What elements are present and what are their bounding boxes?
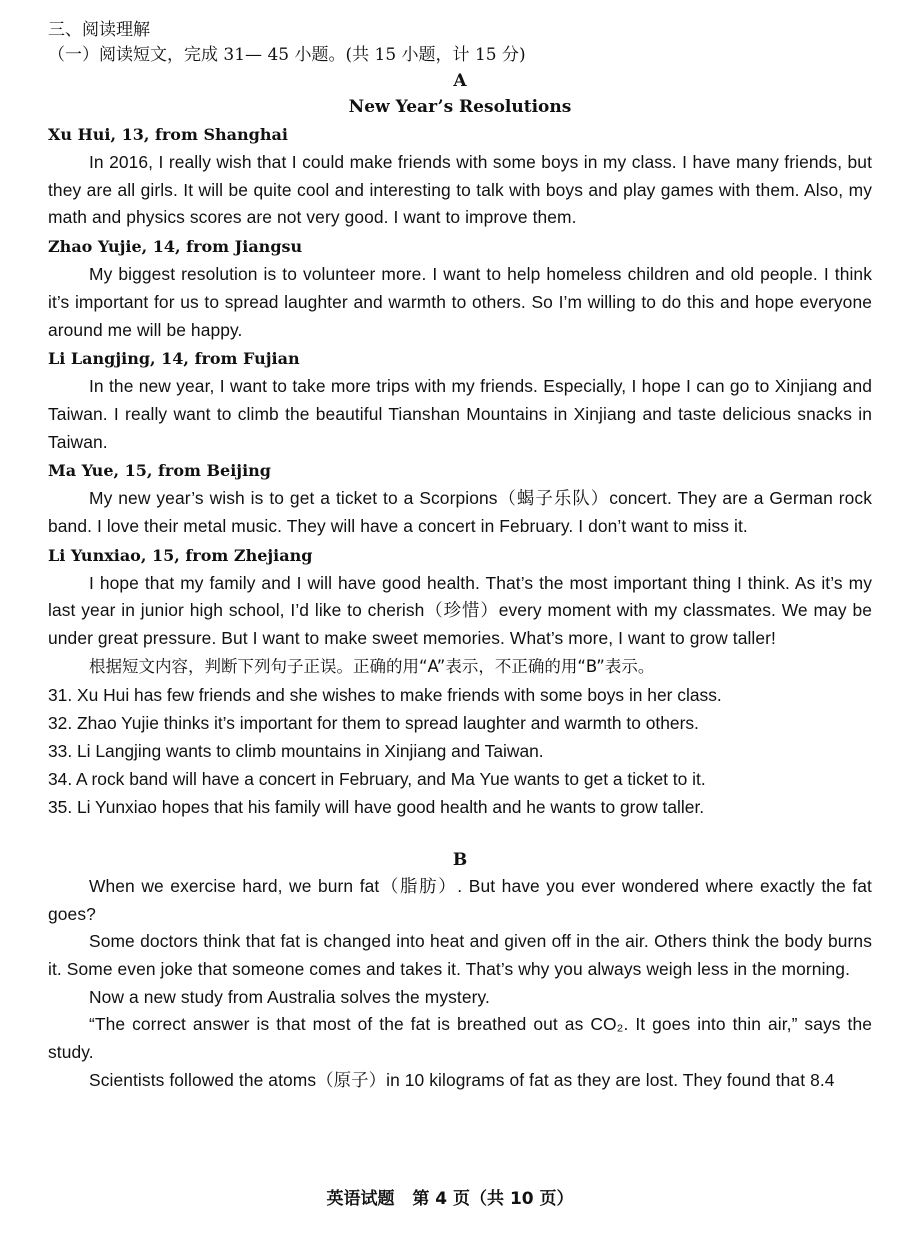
passage-b-paragraph: Now a new study from Australia solves the mystery.: [89, 986, 490, 1007]
question-item: 32. Zhao Yujie thinks it’s important for them to spread laughter and warmth to others.: [48, 712, 699, 733]
passage-a-entry: [48, 122, 872, 232]
passage-b-paragraph: Scientists followed the atoms（原子）in 10 kilograms of fat as they are lost. They found that 8.4: [89, 1069, 835, 1090]
entry-text: In 2016, I really wish that I could make friends with some boys in my class. I have many friends, but they are all girls. It will be quite cool and interesting to talk with boys and play games with them. Also, my math and physics scores are not very good. I want to improve them.: [48, 152, 872, 228]
question-item: 34. A rock band will have a concert in February, and Ma Yue wants to get a ticket to it.: [48, 768, 706, 789]
passage-b-letter: B: [452, 849, 468, 870]
entry-text: I hope that my family and I will have good health. That’s the most important thing I think. As it’s my last year in junior high school, I’d like to cherish（珍惜）every moment with my classmates. We may be under great pressure. But I want to make sweet memories. What’s more, I want to grow taller!: [48, 572, 872, 649]
section-heading: 三、阅读理解: [48, 20, 150, 40]
question-item: 35. Li Yunxiao hopes that his family will have good health and he wants to grow taller.: [48, 796, 705, 817]
passage-a-entry: [48, 543, 872, 653]
entry-name: Zhao Yujie, 14, from Jiangsu: [48, 237, 303, 257]
question-item: 31. Xu Hui has few friends and she wishes to make friends with some boys in her class.: [48, 684, 722, 705]
exam-page: [48, 18, 872, 1094]
passage-a-title: New Year’s Resolutions: [348, 97, 572, 117]
passage-a-entry: [48, 458, 872, 540]
footer-page-number: 第 4 页（共 10 页）: [412, 1189, 574, 1209]
entry-name: Li Langjing, 14, from Fujian: [48, 349, 300, 369]
passage-b-paragraph: “The correct answer is that most of the fat is breathed out as CO₂. It goes into thin air,” says the study.: [48, 1014, 872, 1063]
reading-instruction: （一）阅读短文，完成 31— 45 小题。(共 15 小题，计 15 分): [48, 45, 526, 65]
passage-a-entry: [48, 346, 872, 456]
question-item: 33. Li Langjing wants to climb mountains in Xinjiang and Taiwan.: [48, 740, 544, 761]
entry-text: In the new year, I want to take more trips with my friends. Especially, I hope I can go to Xinjiang and Taiwan. I really want to climb the beautiful Tianshan Mountains in Xinjiang and taste delicious snacks in Taiwan.: [48, 376, 872, 452]
entry-name: Ma Yue, 15, from Beijing: [48, 461, 271, 481]
entry-text: My biggest resolution is to volunteer more. I want to help homeless children and old people. I think it’s important for us to spread laughter and warmth to others. So I’m willing to do this and hope everyone around me will be happy.: [48, 264, 872, 340]
question-list: [48, 681, 872, 821]
footer-subject: 英语试题: [326, 1189, 395, 1209]
entry-text: My new year’s wish is to get a ticket to a Scorpions（蝎子乐队）concert. They are a German rock band. I love their metal music. They will have a concert in February. I don’t want to miss it.: [48, 488, 872, 537]
passage-b-paragraph: Some doctors think that fat is changed into heat and given off in the air. Others think the body burns it. Some even joke that someone comes and takes it. That’s why you always weigh less in the morning.: [48, 931, 872, 979]
entry-name: Li Yunxiao, 15, from Zhejiang: [48, 545, 313, 565]
judge-instruction: 根据短文内容，判断下列句子正误。正确的用“A”表示，不正确的用“B”表示。: [89, 656, 655, 676]
passage-b-paragraph: When we exercise hard, we burn fat（脂肪）. But have you ever wondered where exactly the fat goes?: [48, 875, 872, 924]
passage-a-letter: A: [453, 71, 467, 91]
page-footer: [0, 1184, 900, 1209]
entry-name: Xu Hui, 13, from Shanghai: [48, 125, 288, 144]
passage-a-entry: [48, 234, 872, 344]
